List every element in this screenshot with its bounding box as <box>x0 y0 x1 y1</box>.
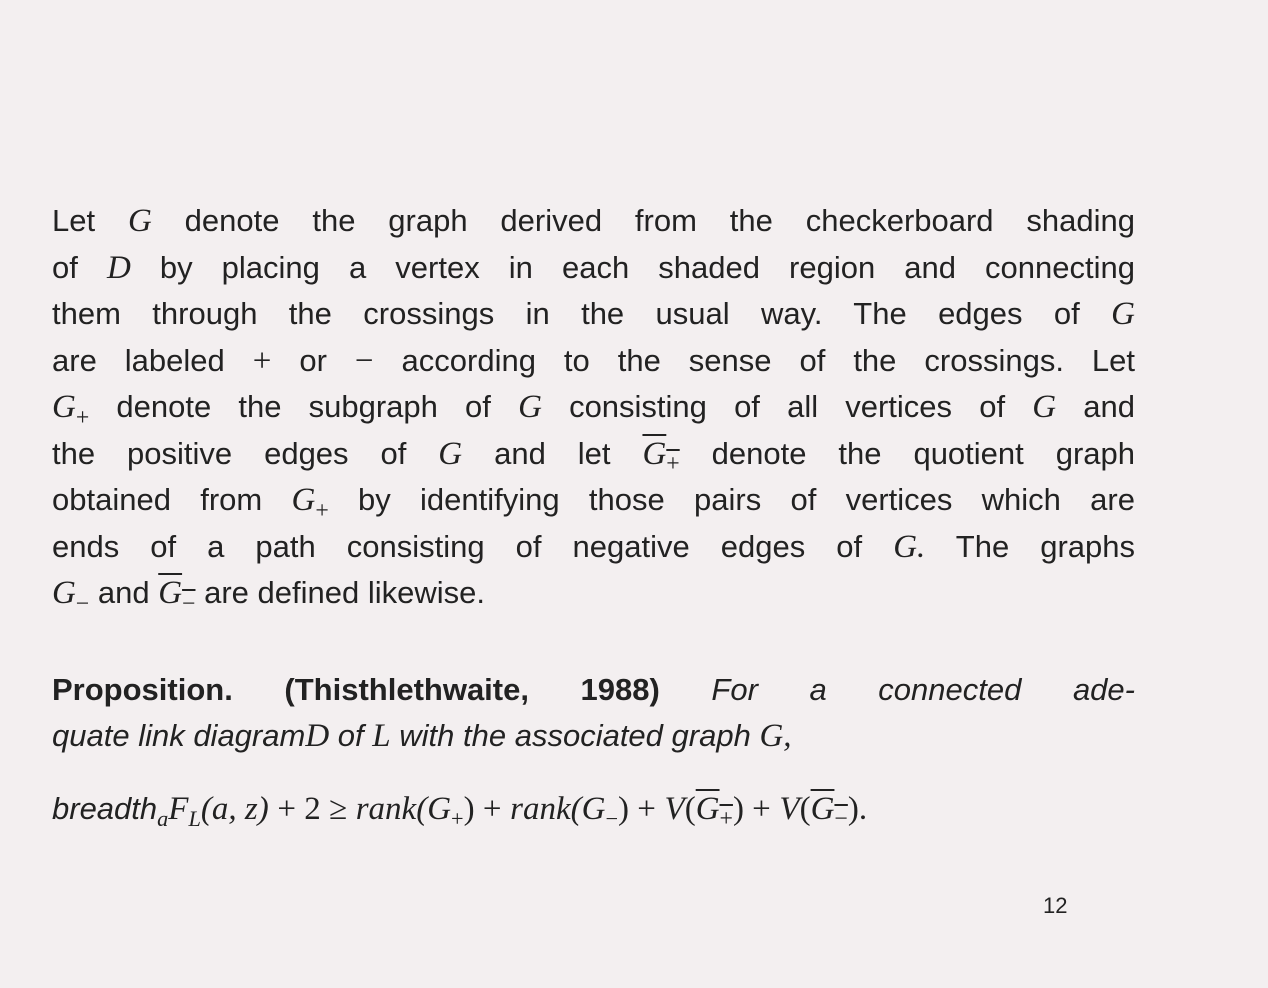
text: and <box>97 575 150 610</box>
proposition-text: For a connected ade- <box>711 671 1135 707</box>
math-G-plus-bar: $G_+$ <box>695 790 733 833</box>
paragraph-line-7 <box>52 477 1135 524</box>
text: consisting of all vertices of <box>569 389 1006 424</box>
sub-L: L <box>188 805 201 831</box>
math-open: ( <box>684 790 696 827</box>
paragraph-line-8 <box>52 524 1135 571</box>
proposition-text: with the associated graph <box>399 718 751 753</box>
math-V: V <box>664 790 685 827</box>
math-G-minus: $G_-$ <box>52 575 90 617</box>
math-G: G <box>1032 389 1057 425</box>
math-G-minus-bar: $G_-$ <box>810 790 848 833</box>
sub-minus: − <box>605 805 619 831</box>
math-G: G. <box>893 528 926 565</box>
math-G: (G <box>570 790 606 827</box>
sub-a: a <box>157 805 169 831</box>
math-G: (G <box>416 790 452 827</box>
math-L: L <box>372 718 391 754</box>
proposition-attribution: (Thisthlethwaite, 1988) <box>284 671 660 707</box>
sub-plus: + <box>451 805 464 831</box>
math-close: ) + <box>618 790 656 827</box>
math-G: G, <box>759 718 792 754</box>
paragraph-line-3 <box>52 291 1135 338</box>
math-rank: rank <box>355 790 417 827</box>
text: the positive edges of <box>52 435 407 471</box>
text: Let <box>52 203 96 238</box>
text: them through the crossings in the usual way. The edges of <box>52 296 1080 331</box>
text: by identifying those pairs of vertices which are <box>358 482 1135 517</box>
math-G: G <box>1111 296 1135 332</box>
plus-two-geq: + 2 ≥ <box>277 790 348 827</box>
math-G: G <box>438 435 463 472</box>
math-D: D <box>305 718 330 754</box>
breadth-text: breadth <box>52 790 158 826</box>
text: are defined likewise. <box>204 575 485 610</box>
math-G-plus: $G_+$ <box>291 482 329 524</box>
text: and <box>1083 389 1135 424</box>
proposition-text: quate link diagram <box>52 718 306 753</box>
text: ends of a path consisting of negative edges of <box>52 528 863 564</box>
text: or <box>299 342 327 378</box>
math-G: G <box>518 389 542 425</box>
plus-sign: + <box>252 342 272 379</box>
text: denote the subgraph of <box>116 389 491 424</box>
math-close: ) + <box>732 790 771 827</box>
text: by placing a vertex in each shaded region and connecting <box>159 249 1135 285</box>
paragraph-line-6 <box>52 431 1135 478</box>
math-open: ( <box>799 790 811 827</box>
proposition-heading: Proposition. <box>52 671 233 707</box>
text: obtained from <box>52 482 263 517</box>
text: and let <box>494 435 611 471</box>
text: The graphs <box>955 528 1136 564</box>
slide-body <box>52 198 1135 832</box>
paragraph-line-1 <box>52 198 1135 245</box>
minus-sign: − <box>354 342 374 379</box>
math-F: F <box>168 790 189 827</box>
paragraph-line-4 <box>52 338 1135 385</box>
math-close: ). <box>847 790 868 827</box>
proposition-text: of <box>337 718 364 753</box>
text: are labeled <box>52 342 225 378</box>
math-G-plus-bar: $G_+$ <box>642 435 680 478</box>
math-rank: rank <box>510 790 571 827</box>
math-G: G <box>127 203 152 239</box>
inequality-formula <box>52 786 1135 832</box>
text: of <box>52 249 78 285</box>
proposition-line-2 <box>52 713 1135 760</box>
text: denote the graph derived from the checkerboard shading <box>184 203 1135 238</box>
paragraph-line-9 <box>52 570 1135 617</box>
math-args: (a, z) <box>200 790 269 827</box>
math-G-plus: $G_+$ <box>52 389 90 431</box>
paragraph-line-5 <box>52 384 1135 431</box>
math-G-minus-bar: $G_-$ <box>158 575 196 617</box>
text: denote the quotient graph <box>711 435 1135 471</box>
page-number: 12 <box>1043 893 1068 918</box>
math-close: ) + <box>463 790 502 827</box>
math-V: V <box>779 790 800 827</box>
paragraph-line-2 <box>52 245 1135 292</box>
text: according to the sense of the crossings. Let <box>401 342 1135 378</box>
proposition-line-1 <box>52 667 1135 714</box>
math-D: D <box>106 249 131 286</box>
